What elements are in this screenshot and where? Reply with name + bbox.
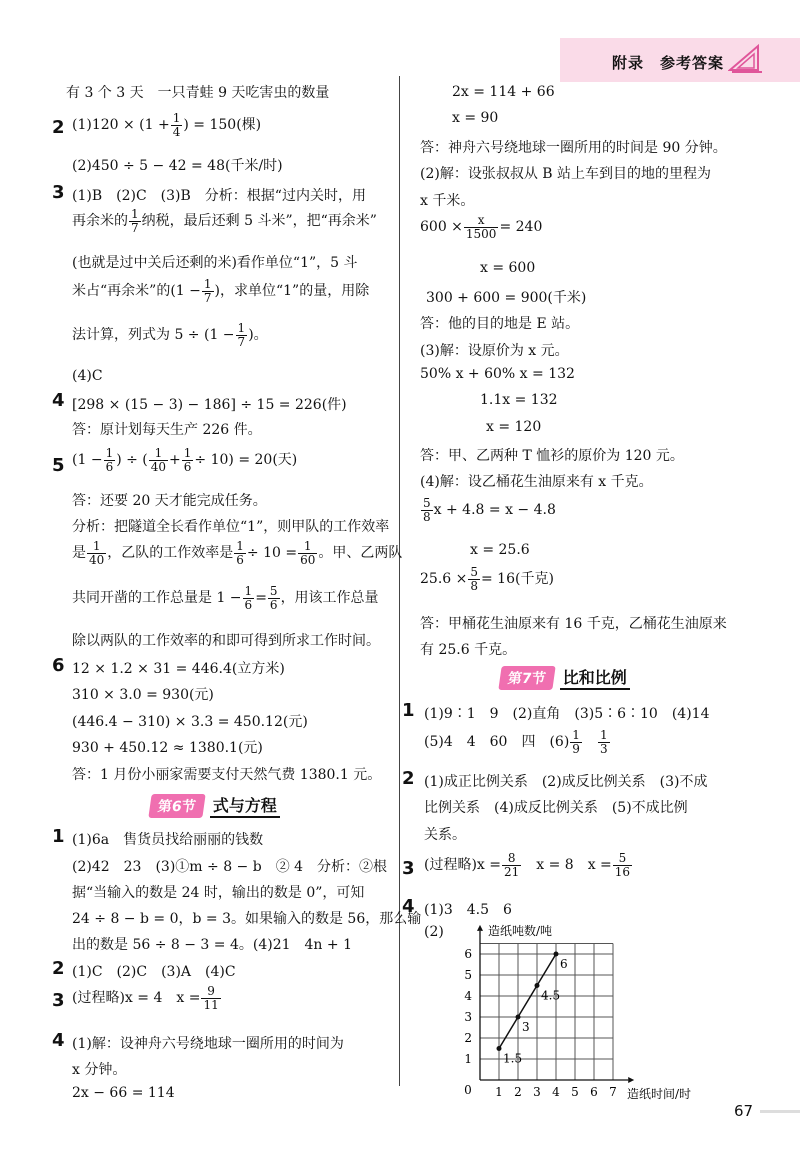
x-tick-label: 2 bbox=[514, 1085, 522, 1099]
r-line-14: 答：甲、乙两种 T 恤衫的原价为 120 元。 bbox=[420, 448, 684, 464]
section-7-tag: 第7节 bbox=[498, 666, 555, 690]
q6-line-1: 12 × 1.2 × 31 = 446.4(立方米) bbox=[72, 661, 285, 677]
s6q4-line-1: (1)解：设神舟六号绕地球一圈所用的时间为 bbox=[72, 1036, 344, 1052]
q6-line-4: 930 + 450.12 ≈ 1380.1(元) bbox=[72, 740, 263, 756]
s6q4-line-3: 2x − 66 = 114 bbox=[72, 1085, 175, 1101]
s6q2-line: (1)C (2)C (3)A (4)C bbox=[72, 964, 236, 980]
r-line-10: (3)解：设原价为 x 元。 bbox=[420, 343, 569, 359]
r-line-7: x = 600 bbox=[480, 260, 536, 276]
y-tick-label: 1 bbox=[464, 1052, 472, 1066]
r-line-3: 答：神舟六号绕地球一圈所用的时间是 90 分钟。 bbox=[420, 140, 727, 156]
r-line-19: 答：甲桶花生油原来有 16 千克，乙桶花生油原来 bbox=[420, 616, 727, 632]
x-tick-label: 6 bbox=[590, 1085, 598, 1099]
s7q2-line-3: 关系。 bbox=[424, 827, 466, 843]
y-axis-label: 造纸吨数/吨 bbox=[488, 923, 553, 938]
question-number-5: 5 bbox=[52, 455, 65, 476]
r-line-9: 答：他的目的地是 E 站。 bbox=[420, 316, 580, 332]
data-point bbox=[497, 1046, 502, 1051]
q3-line-4: 米占“再余米”的(1 − $\frac{1}{7}$ )，求单位“1”的量，用除 bbox=[72, 277, 370, 305]
section-6-tag: 第6节 bbox=[148, 794, 205, 818]
r-line-17: x = 25.6 bbox=[470, 542, 530, 558]
data-label: 6 bbox=[560, 957, 568, 971]
r-line-20: 有 25.6 千克。 bbox=[420, 642, 517, 658]
q5-line-2: 答：还要 20 天才能完成任务。 bbox=[72, 493, 267, 509]
data-point bbox=[535, 983, 540, 988]
r-line-8: 300 + 600 = 900(千米) bbox=[426, 290, 587, 306]
r-line-11: 50% x + 60% x = 132 bbox=[420, 366, 575, 382]
r-line-5: x 千米。 bbox=[420, 193, 475, 209]
x-tick-label: 5 bbox=[571, 1085, 579, 1099]
x-tick-label: 4 bbox=[552, 1085, 560, 1099]
s7q2-line-1: (1)成正比例关系 (2)成反比例关系 (3)不成 bbox=[424, 774, 708, 790]
page-number-rule bbox=[760, 1110, 800, 1113]
s6q4-line-2: x 分钟。 bbox=[72, 1062, 127, 1078]
q3-line-3: (也就是过中关后还剩的米)看作单位“1”，5 斗 bbox=[72, 255, 358, 271]
q4-line-1: [298 × (15 − 3) − 186] ÷ 15 = 226(件) bbox=[72, 397, 347, 413]
q6-line-2: 310 × 3.0 = 930(元) bbox=[72, 687, 214, 703]
section-7-title: 比和比例 bbox=[560, 665, 630, 690]
data-point bbox=[554, 952, 559, 957]
s7q1-line-2: (5)4 4 60 四 (6) $\frac{1}{9}$ $\frac{1}{3}$ bbox=[424, 728, 608, 756]
y-tick-label: 5 bbox=[464, 968, 472, 982]
s6q1-line-3: 据“当输入的数是 24 时，输出的数是 0”，可知 bbox=[72, 885, 365, 901]
s7q1-line-1: (1)9∶1 9 (2)直角 (3)5∶6∶10 (4)14 bbox=[424, 706, 710, 722]
q5-line-3: 分析：把隧道全长看作单位“1”，则甲队的工作效率 bbox=[72, 519, 390, 535]
r-line-6: 600 × $\frac{x}{1500}$ = 240 bbox=[420, 213, 543, 241]
question-number-4: 4 bbox=[52, 390, 65, 411]
q3-line-5: 法计算，列式为 5 ÷ (1 − $\frac{1}{7}$ )。 bbox=[72, 321, 268, 349]
question-number-6: 6 bbox=[52, 655, 65, 676]
s7q3-line: (过程略)x = $\frac{8}{21}$ x = 8 x = $\frac{5}{16}$ bbox=[424, 851, 631, 879]
section-6-heading bbox=[150, 793, 280, 818]
data-point bbox=[516, 1015, 521, 1020]
section-6-title: 式与方程 bbox=[210, 793, 280, 818]
r-line-15: (4)解：设乙桶花生油原来有 x 千克。 bbox=[420, 474, 653, 490]
header-title: 附录 参考答案 bbox=[612, 54, 725, 72]
s7-question-number-3: 3 bbox=[402, 858, 415, 879]
s7-question-number-1: 1 bbox=[402, 700, 415, 721]
x-tick-label: 1 bbox=[495, 1085, 503, 1099]
data-label: 1.5 bbox=[503, 1051, 523, 1066]
s6-question-number-3: 3 bbox=[52, 990, 65, 1011]
column-divider bbox=[399, 76, 400, 1086]
r-line-2: x = 90 bbox=[452, 110, 499, 126]
q5-line-5: 共同开凿的工作总量是 1 − $\frac{1}{6}$ = $\frac{5}{6}$ ，用该工作总量 bbox=[72, 584, 379, 612]
q3-line-1: (1)B (2)C (3)B 分析：根据“过内关时，用 bbox=[72, 188, 366, 204]
x-tick-label: 3 bbox=[533, 1085, 541, 1099]
s7-question-number-2: 2 bbox=[402, 768, 415, 789]
r-line-18: 25.6 × $\frac{5}{8}$ = 16(千克) bbox=[420, 565, 554, 593]
left-top-line: 有 3 个 3 天 一只青蛙 9 天吃害虫的数量 bbox=[66, 85, 330, 101]
s6q1-line-1: (1)6a 售货员找给丽丽的钱数 bbox=[72, 832, 264, 848]
q4-line-2: 答：原计划每天生产 226 件。 bbox=[72, 422, 262, 438]
x-tick-label: 7 bbox=[609, 1085, 617, 1099]
r-line-12: 1.1x = 132 bbox=[480, 392, 558, 408]
y-tick-label: 2 bbox=[464, 1031, 472, 1045]
q6-line-3: (446.4 − 310) × 3.3 = 450.12(元) bbox=[72, 714, 308, 730]
q3-line-2: 再余米的 $\frac{1}{7}$ 纳税，最后还剩 5 斗米”，把“再余米” bbox=[72, 207, 377, 235]
r-line-13: x = 120 bbox=[486, 419, 542, 435]
q2-line-2: (2)450 ÷ 5 − 42 = 48(千米/时) bbox=[72, 158, 283, 174]
q5-line-6: 除以两队的工作效率的和即可得到所求工作时间。 bbox=[72, 633, 380, 649]
s6q3-line: (过程略)x = 4 x = $\frac{9}{11}$ bbox=[72, 984, 219, 1012]
s7q2-line-2: 比例关系 (4)成反比例关系 (5)不成比例 bbox=[424, 800, 688, 816]
question-number-3: 3 bbox=[52, 182, 65, 203]
q3-line-6: (4)C bbox=[72, 368, 103, 384]
question-number-2: 2 bbox=[52, 117, 65, 138]
s7-question-number-4: 4 bbox=[402, 896, 415, 917]
y-axis-arrow bbox=[477, 925, 483, 931]
page-number: 67 bbox=[734, 1102, 754, 1120]
s6q1-line-2: (2)42 23 (3)①m ÷ 8 − b ② 4 分析：②根 bbox=[72, 859, 388, 875]
y-tick-label: 3 bbox=[464, 1010, 472, 1024]
r-line-4: (2)解：设张叔叔从 B 站上车到目的地的里程为 bbox=[420, 166, 712, 182]
x-axis-arrow bbox=[628, 1077, 634, 1083]
s6-question-number-2: 2 bbox=[52, 958, 65, 979]
q6-line-5: 答：1 月份小丽家需要支付天然气费 1380.1 元。 bbox=[72, 767, 382, 783]
ruler-triangle-icon bbox=[728, 42, 764, 74]
data-label: 4.5 bbox=[541, 988, 561, 1003]
data-label: 3 bbox=[522, 1020, 530, 1034]
s6q1-line-4: 24 ÷ 8 − b = 0，b = 3。如果输入的数是 56，那么输 bbox=[72, 911, 422, 927]
s6q1-line-5: 出的数是 56 ÷ 8 − 3 = 4。(4)21 4n + 1 bbox=[72, 937, 352, 953]
r-line-16: $\frac{5}{8}$ x + 4.8 = x − 4.8 bbox=[423, 496, 556, 524]
q5-line-1: (1 − $\frac{1}{6}$ ) ÷ ( $\frac{1}{40}$ + $\frac{1}{6}$ ÷ 10) = 20(天) bbox=[72, 446, 298, 474]
r-line-1: 2x = 114 + 66 bbox=[452, 84, 555, 100]
y-tick-label: 4 bbox=[464, 989, 472, 1003]
paper-production-line-chart bbox=[440, 918, 700, 1100]
q2-line-1: (1)120 × (1 + $\frac{1}{4}$ ) = 150(棵) bbox=[72, 111, 262, 139]
s6-question-number-4: 4 bbox=[52, 1030, 65, 1051]
origin-label: 0 bbox=[464, 1083, 472, 1097]
q5-line-4: 是 $\frac{1}{40}$ ，乙队的工作效率是 $\frac{1}{6}$ ÷ 10 = $\frac{1}{60}$ 。甲、乙两队 bbox=[72, 539, 403, 567]
y-tick-label: 6 bbox=[464, 947, 472, 961]
s7q4-line-1: (1)3 4.5 6 bbox=[424, 902, 512, 918]
s6-question-number-1: 1 bbox=[52, 826, 65, 847]
section-7-heading bbox=[500, 665, 630, 690]
x-axis-label: 造纸时间/时 bbox=[627, 1087, 692, 1100]
s7q4-line-2: (2) bbox=[424, 924, 444, 940]
